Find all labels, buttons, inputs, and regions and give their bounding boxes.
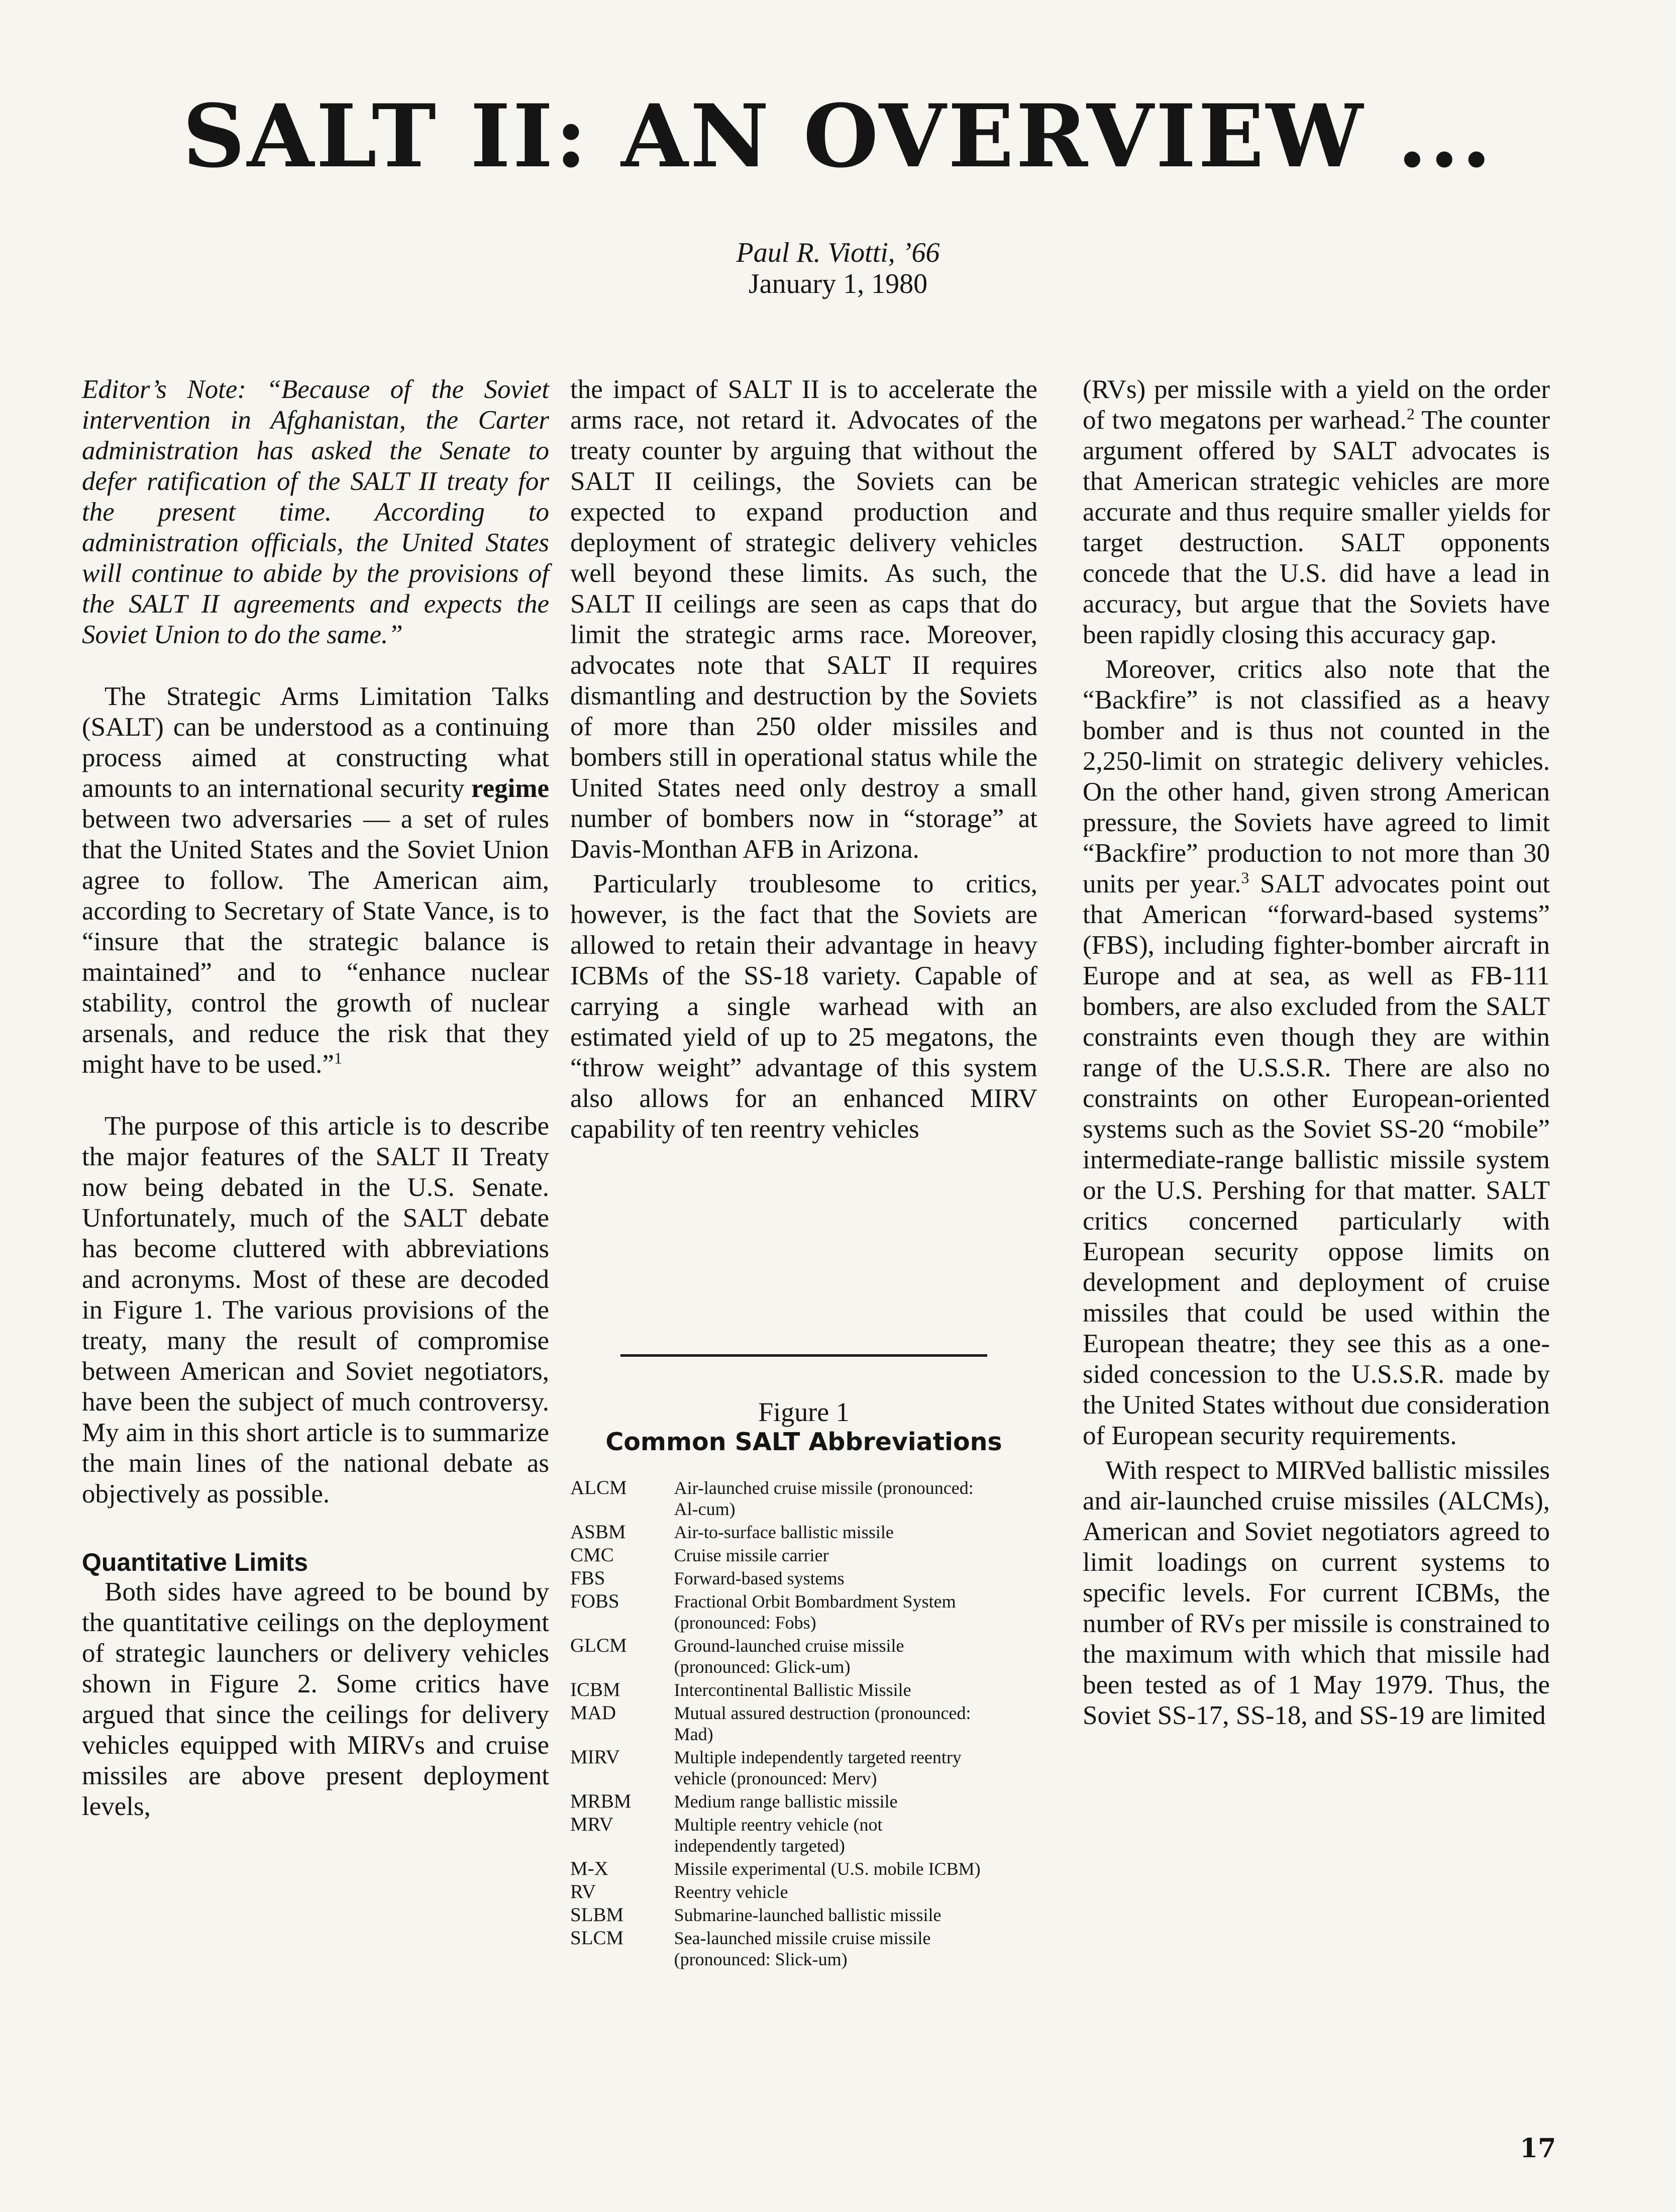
- column-2: [570, 374, 1037, 1145]
- body-paragraph: the impact of SALT II is to accelerate the arms race, not retard it. Advocates of the treaty counter by arguing that without the SALT II ceilings, the Soviets can be expected to expand production and deployment of strategic delivery vehicles well beyond these limits. As such, the SALT II ceilings are seen as caps that do limit the strategic arms race. Moreover, advocates note that SALT II requires dismantling and destruction by the Soviets of more than 250 older missiles and bombers still in operational status while the United States need only destroy a small number of bombers now in “storage” at Davis-Monthan AFB in Arizona.: [570, 375, 1037, 864]
- abbreviation-code: ICBM: [570, 1679, 620, 1700]
- column-3: [1083, 374, 1550, 1735]
- body-paragraph: (RVs) per missile with a yield on the order of two megatons per warhead.$^2$ The counter argument offered by SALT advocates is that American strategic vehicles are more accurate and thus require smaller yields for target destruction. SALT opponents concede that the U.S. did have a lead in accuracy, but argue that the Soviets have been rapidly closing this accuracy gap.: [1083, 375, 1550, 649]
- table-row: [570, 1545, 1037, 1568]
- table-row: [570, 1679, 1037, 1702]
- table-row: [570, 1591, 1037, 1635]
- body-paragraph: With respect to MIRVed ballistic missiles and air-launched cruise missiles (ALCMs), American and Soviet negotiators agreed to limit loadings on current systems to specific levels. For current ICBMs, the number of RVs per missile is constrained to the maximum with which that missile had been tested as of 1 May 1979. Thus, the Soviet SS-17, SS-18, and SS-19 are limited: [1083, 1456, 1550, 1730]
- abbreviation-code: FOBS: [570, 1590, 619, 1612]
- editor-note: Editor’s Note: “Because of the Soviet intervention in Afghanistan, the Carter administration has asked the Senate to defer ratification of the SALT II treaty for the present time. According to administration officials, the United States will continue to abide by the provisions of the SALT II agreements and expects the Soviet Union to do the same.”: [82, 375, 549, 649]
- abbreviation-code: FBS: [570, 1567, 605, 1589]
- abbreviation-definition: Multiple independently targeted reentry vehicle (pronounced: Merv): [674, 1747, 962, 1788]
- figure-label: Figure 1: [758, 1397, 850, 1427]
- body-paragraph: Moreover, critics also note that the “Backfire” is not classified as a heavy bomber and is thus not counted in the 2,250-limit on strategic delivery vehicles. On the other hand, given strong American pressure, the Soviets have agreed to limit “Backfire” production to not more than 30 units per year.$^3$ SALT advocates point out that American “forward-based systems” (FBS), including fighter-bomber aircraft in Europe and at sea, as well as FB-111 bombers, are also excluded from the SALT constraints even though they are within range of the U.S.S.R. There are also no constraints on other European-oriented systems such as the Soviet SS-20 “mobile” intermediate-range ballistic missile system or the U.S. Pershing for that matter. SALT critics concerned particularly with European security oppose limits on development and deployment of cruise missiles that could be used within the European theatre; they see this as a one-sided concession to the U.S.S.R. made by the United States without due consideration of European security requirements.: [1083, 655, 1550, 1450]
- table-row: [570, 1791, 1037, 1814]
- abbreviation-code: RV: [570, 1881, 596, 1902]
- body-paragraph: Particularly troublesome to critics, however, is the fact that the Soviets are allowed to retain their advantage in heavy ICBMs of the SS-18 variety. Capable of carrying a single warhead with an estimated yield of up to 25 megatons, the “throw weight” advantage of this system also allows for an enhanced MIRV capability of ten reentry vehicles: [570, 869, 1037, 1144]
- section-heading: Quantitative Limits: [82, 1548, 308, 1576]
- abbreviation-definition: Air-launched cruise missile (pronounced: Al-cum): [674, 1478, 974, 1519]
- emphasis-regime: regime: [471, 774, 549, 803]
- table-row: [570, 1702, 1037, 1747]
- table-row: [570, 1635, 1037, 1679]
- figure-title: Common SALT Abbreviations: [605, 1428, 1002, 1456]
- abbreviation-code: GLCM: [570, 1635, 627, 1656]
- abbreviation-definition: Fractional Orbit Bombardment System (pronounced: Fobs): [674, 1591, 956, 1633]
- abbreviation-definition: Sea-launched missile cruise missile (pronounced: Slick-um): [674, 1928, 931, 1969]
- abbreviation-definition: Reentry vehicle: [674, 1882, 788, 1902]
- table-row: [570, 1477, 1037, 1522]
- abbreviation-code: ALCM: [570, 1477, 627, 1498]
- body-paragraph: The purpose of this article is to describe the major features of the SALT II Treaty now being debated in the U.S. Senate. Unfortunately, much of the SALT debate has become cluttered with abbreviations and acronyms. Most of these are decoded in Figure 1. The various provisions of the treaty, many the result of compromise between American and Soviet negotiators, have been the subject of much controversy. My aim in this short article is to summarize the main lines of the national debate as objectively as possible.: [82, 1112, 549, 1509]
- body-paragraph: Both sides have agreed to be bound by the quantitative ceilings on the deployment of strategic launchers or delivery vehicles shown in Figure 2. Some critics have argued that since the ceilings for delivery vehicles equipped with MIRVs and cruise missiles are above present deployment levels,: [82, 1577, 549, 1821]
- abbreviation-definition: Ground-launched cruise missile (pronounced: Glick-um): [674, 1636, 904, 1677]
- abbreviation-definition: Multiple reentry vehicle (not independently targeted): [674, 1815, 883, 1856]
- abbreviation-code: MAD: [570, 1702, 616, 1724]
- table-row: [570, 1904, 1037, 1928]
- figure-1: [570, 1354, 1037, 1972]
- table-row: [570, 1568, 1037, 1591]
- table-row: [570, 1814, 1037, 1858]
- abbreviation-code: ASBM: [570, 1521, 626, 1543]
- footnote-ref: 2: [1406, 405, 1415, 423]
- article-date: January 1, 1980: [748, 268, 928, 299]
- page-number: 17: [1520, 2133, 1556, 2164]
- table-row: [570, 1522, 1037, 1545]
- author-byline: Paul R. Viotti, ’66: [736, 237, 940, 268]
- table-row: [570, 1928, 1037, 1972]
- footnote-ref: 1: [334, 1049, 342, 1067]
- abbreviation-code: CMC: [570, 1544, 614, 1566]
- abbreviation-code: SLBM: [570, 1904, 624, 1926]
- abbreviation-definition: Medium range ballistic missile: [674, 1791, 898, 1812]
- abbreviation-definition: Intercontinental Ballistic Missile: [674, 1680, 911, 1700]
- abbreviation-definition: Air-to-surface ballistic missile: [674, 1522, 894, 1542]
- footnote-ref: 3: [1241, 868, 1249, 887]
- body-paragraph: The Strategic Arms Limitation Talks (SALT) can be understood as a continuing process aimed at constructing what amounts to an international security regime between two adversaries — a set of rules that the United States and the Soviet Union agree to follow. The American aim, according to Secretary of State Vance, is to “insure that the strategic balance is maintained” and to “enhance nuclear stability, control the growth of nuclear arsenals, and reduce the risk that they might have to be used.”$^1$: [82, 682, 549, 1079]
- abbreviation-definition: Missile experimental (U.S. mobile ICBM): [674, 1859, 981, 1879]
- abbreviation-definition: Cruise missile carrier: [674, 1545, 829, 1565]
- abbreviation-definition: Forward-based systems: [674, 1568, 845, 1588]
- abbreviation-definition: Mutual assured destruction (pronounced: Mad): [674, 1703, 971, 1744]
- table-row: [570, 1858, 1037, 1881]
- page-title: SALT II: AN OVERVIEW ...: [182, 85, 1494, 187]
- table-row: [570, 1747, 1037, 1791]
- abbreviation-definition: Submarine-launched ballistic missile: [674, 1905, 941, 1925]
- abbreviation-code: M-X: [570, 1858, 608, 1879]
- abbreviation-code: MIRV: [570, 1746, 620, 1768]
- column-1: [82, 374, 549, 1822]
- abbreviation-code: MRBM: [570, 1790, 632, 1812]
- abbreviations-table: [570, 1477, 1037, 1972]
- abbreviation-code: SLCM: [570, 1927, 624, 1949]
- table-row: [570, 1881, 1037, 1904]
- figure-divider: [620, 1354, 987, 1357]
- abbreviation-code: MRV: [570, 1814, 613, 1835]
